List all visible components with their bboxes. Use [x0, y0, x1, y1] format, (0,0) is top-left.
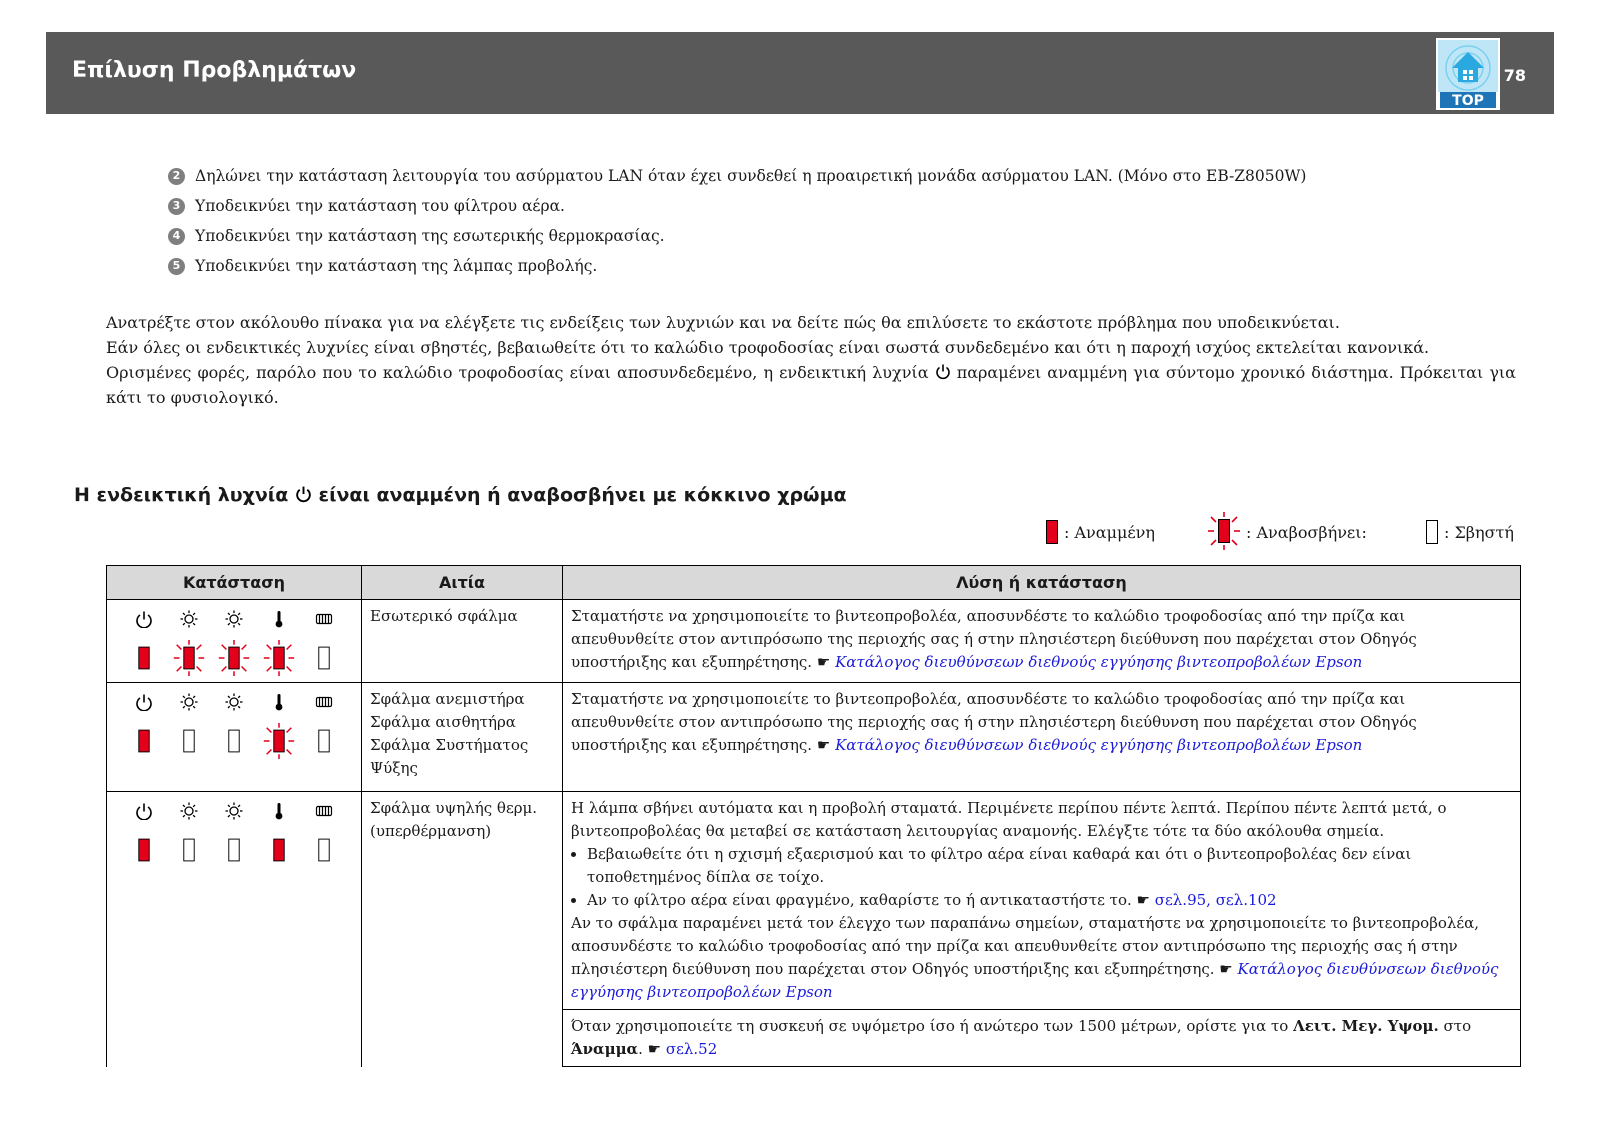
- list-item: • Βεβαιωθείτε ότι η σχισμή εξαερισμού και το φίλτρο αέρα είναι καθαρά και ότι ο βιντεοπροβολέας δεν είναι τοποθετημένος δίπλα σε τοίχο.: [587, 843, 1512, 889]
- filter-icon: [315, 610, 333, 628]
- number-badge: 5: [168, 258, 185, 275]
- lamp-icon: [225, 693, 243, 711]
- state-cell: [107, 600, 362, 683]
- indicator-blink-icon: [263, 640, 295, 676]
- indicator-off-icon: [308, 832, 340, 868]
- cause-text: Σφάλμα ανεμιστήρα: [370, 690, 525, 708]
- lamp-icon: [225, 610, 243, 628]
- intro-text: [106, 310, 1516, 410]
- indicator-blink-icon: [218, 640, 250, 676]
- indicator-off-icon: [173, 723, 205, 759]
- top-label: TOP: [1452, 93, 1484, 109]
- legend-item-blink: : Αναβοσβήνει:: [1208, 520, 1367, 544]
- solution-list: [571, 843, 1512, 912]
- page-header: [46, 32, 1554, 114]
- solution-cell: [563, 600, 1521, 683]
- indicator-off-icon: [308, 723, 340, 759]
- indicator-off-icon: [218, 723, 250, 759]
- list-item: [168, 166, 1306, 186]
- list-item-text: Υποδεικνύει την κατάσταση της λάμπας προβολής.: [195, 257, 598, 275]
- list-item: [168, 196, 565, 216]
- indicator-blink-icon: [1208, 512, 1240, 550]
- solution-text: Αν το σφάλμα παραμένει μετά τον έλεγχο των παραπάνω σημείων, σταματήστε να χρησιμοποιείτε το βιντεοπροβολέα, αποσυνδέστε το καλώδιο τροφοδοσίας από την πρίζα και απευθυνθείτε στον αντιπρόσωπο της περιοχής σας ή στην πλησιέστερη διεύθυνση που παρέχεται στον Οδηγός υποστήριξης και εξυπηρέτησης. ☛ Κατάλογος διευθύνσεων διεθνούς εγγύησης βιντεοπροβολέων Epson: [571, 914, 1499, 1001]
- indicator-icons-row: [107, 604, 361, 634]
- indicator-off-icon: [1426, 520, 1438, 544]
- power-icon: [295, 485, 312, 503]
- page-number: 78: [1503, 66, 1526, 85]
- indicator-icons-row: [107, 796, 361, 826]
- list-item-text: Υποδεικνύει την κατάσταση της εσωτερικής θερμοκρασίας.: [195, 227, 665, 245]
- indicator-blink-icon: [173, 640, 205, 676]
- lamp-icon: [180, 802, 198, 820]
- power-icon: [935, 363, 951, 380]
- lamp-icon: [225, 802, 243, 820]
- solution-link[interactable]: Κατάλογος διευθύνσεων διεθνούς εγγύησης βιντεοπροβολέων Epson: [571, 960, 1499, 1001]
- lamp-icon: [180, 693, 198, 711]
- solution-cell: [563, 683, 1521, 792]
- filter-icon: [315, 802, 333, 820]
- indicator-set: [107, 687, 361, 759]
- menu-setting-name: Λειτ. Μεγ. Υψομ.: [1293, 1017, 1439, 1035]
- number-badge: 2: [168, 168, 185, 185]
- hand-pointer-icon: ☛: [1136, 891, 1150, 909]
- indicator-on-icon: [128, 832, 160, 868]
- intro-paragraph: Ανατρέξτε στον ακόλουθο πίνακα για να ελέγξετε τις ενδείξεις των λυχνιών και να δείτε πώς θα επιλύσετε το εκάστοτε πρόβλημα που υποδεικνύεται.: [106, 313, 1340, 332]
- column-header: Κατάσταση: [107, 566, 362, 600]
- column-header: Λύση ή κατάσταση: [563, 566, 1521, 600]
- number-badge: 4: [168, 228, 185, 245]
- cause-text: Σφάλμα Συστήματος Ψύξης: [370, 736, 529, 777]
- legend-item-off: : Σβηστή: [1426, 520, 1514, 544]
- list-item: • Αν το φίλτρο αέρα είναι φραγμένο, καθαρίστε το ή αντικαταστήστε το. ☛ σελ.95, σελ.102: [587, 889, 1512, 912]
- power-icon: [135, 693, 153, 711]
- column-header: Αιτία: [362, 566, 563, 600]
- indicator-off-icon: [218, 832, 250, 868]
- power-icon: [135, 802, 153, 820]
- indicator-on-icon: [1046, 520, 1058, 544]
- list-item-text: Υποδεικνύει την κατάσταση του φίλτρου αέρα.: [195, 197, 565, 215]
- solution-text: Σταματήστε να χρησιμοποιείτε το βιντεοπροβολέα, αποσυνδέστε το καλώδιο τροφοδοσίας από την πρίζα και απευθυνθείτε στον αντιπρόσωπο της περιοχής σας ή στην πλησιέστερη διεύθυνση που παρέχεται στον Οδηγός υποστήριξης και εξυπηρέτησης.: [571, 690, 1417, 754]
- table-row: [107, 792, 1521, 1010]
- indicator-lamps-row: [107, 832, 361, 868]
- list-item: [168, 226, 665, 246]
- indicator-on-icon: [263, 832, 295, 868]
- solution-link[interactable]: Κατάλογος διευθύνσεων διεθνούς εγγύησης βιντεοπροβολέων Epson: [835, 736, 1363, 754]
- filter-icon: [315, 693, 333, 711]
- page-title: Επίλυση Προβλημάτων: [72, 58, 357, 83]
- solution-cell: Όταν χρησιμοποιείτε τη συσκευή σε υψόμετρο ίσο ή ανώτερο των 1500 μέτρων, ορίστε για το Λειτ. Μεγ. Υψομ. στο Άναμμα. ☛ σελ.52: [563, 1010, 1521, 1067]
- cause-text: (υπερθέρμανση): [370, 822, 492, 840]
- indicator-on-icon: [128, 723, 160, 759]
- state-cell: [107, 683, 362, 792]
- solution-text: Η λάμπα σβήνει αυτόματα και η προβολή σταματά. Περιμένετε περίπου πέντε λεπτά. Περίπου πέντε λεπτά μετά, ο βιντεοπροβολέας θα μεταβεί σε κατάσταση λειτουργίας αναμονής. Ελέγξτε τότε τα δύο ακόλουθα σημεία.: [571, 799, 1447, 840]
- intro-paragraph: Εάν όλες οι ενδεικτικές λυχνίες είναι σβηστές, βεβαιωθείτε ότι το καλώδιο τροφοδοσίας είναι σωστά συνδεδεμένο και ότι η παροχή ισχύος εκτελείται κανονικά.: [106, 338, 1430, 357]
- indicator-icons-row: [107, 687, 361, 717]
- page-link[interactable]: σελ.52: [665, 1040, 718, 1058]
- state-cell: [107, 792, 362, 1067]
- hand-pointer-icon: ☛: [647, 1040, 662, 1058]
- hand-pointer-icon: ☛: [816, 653, 831, 671]
- table-header-row: [107, 566, 1521, 600]
- table-row: [107, 683, 1521, 792]
- top-home-icon: [1436, 38, 1500, 110]
- temp-icon: [270, 610, 288, 628]
- indicator-lamps-row: [107, 640, 361, 676]
- indicator-blink-icon: [263, 723, 295, 759]
- section-heading: Η ενδεικτική λυχνία είναι αναμμένη ή αναβοσβήνει με κόκκινο χρώμα: [74, 484, 847, 506]
- cause-text: Σφάλμα υψηλής θερμ.: [370, 799, 538, 817]
- status-table: [106, 565, 1521, 1067]
- hand-pointer-icon: ☛: [816, 736, 831, 754]
- solution-cell: [563, 792, 1521, 1010]
- cause-cell: [362, 683, 563, 792]
- cause-cell: [362, 792, 563, 1067]
- solution-link[interactable]: Κατάλογος διευθύνσεων διεθνούς εγγύησης βιντεοπροβολέων Epson: [835, 653, 1363, 671]
- page-link[interactable]: σελ.95, σελ.102: [1154, 891, 1277, 909]
- cause-cell: [362, 600, 563, 683]
- number-badge: 3: [168, 198, 185, 215]
- intro-paragraph: Ορισμένες φορές, παρόλο που το καλώδιο τροφοδοσίας είναι αποσυνδεδεμένο, η ενδεικτική λυχνία παραμένει αναμμένη για σύντομο χρονικό διάστημα. Πρόκειται για κάτι το φυσιολογικό.: [106, 363, 1516, 407]
- indicator-off-icon: [308, 640, 340, 676]
- power-icon: [135, 610, 153, 628]
- indicator-lamps-row: [107, 723, 361, 759]
- menu-setting-value: Άναμμα: [571, 1040, 639, 1058]
- temp-icon: [270, 693, 288, 711]
- indicator-set: [107, 796, 361, 868]
- list-item: [168, 256, 597, 276]
- temp-icon: [270, 802, 288, 820]
- table-row: [107, 600, 1521, 683]
- lamp-icon: [180, 610, 198, 628]
- indicator-on-icon: [128, 640, 160, 676]
- hand-pointer-icon: ☛: [1219, 960, 1233, 978]
- top-button[interactable]: [1436, 38, 1500, 110]
- legend-item-on: : Αναμμένη: [1046, 520, 1155, 544]
- solution-text: Σταματήστε να χρησιμοποιείτε το βιντεοπροβολέα, αποσυνδέστε το καλώδιο τροφοδοσίας από την πρίζα και απευθυνθείτε στον αντιπρόσωπο της περιοχής σας ή στην πλησιέστερη διεύθυνση που παρέχεται στον Οδηγός υποστήριξης και εξυπηρέτησης.: [571, 607, 1417, 671]
- cause-text: Σφάλμα αισθητήρα: [370, 713, 516, 731]
- indicator-off-icon: [173, 832, 205, 868]
- cause-text: Εσωτερικό σφάλμα: [370, 607, 518, 625]
- indicator-set: [107, 604, 361, 676]
- list-item-text: Δηλώνει την κατάσταση λειτουργία του ασύρματου LAN όταν έχει συνδεθεί η προαιρετική μονάδα ασύρματου LAN. (Μόνο στο EB-Z8050W): [195, 167, 1307, 185]
